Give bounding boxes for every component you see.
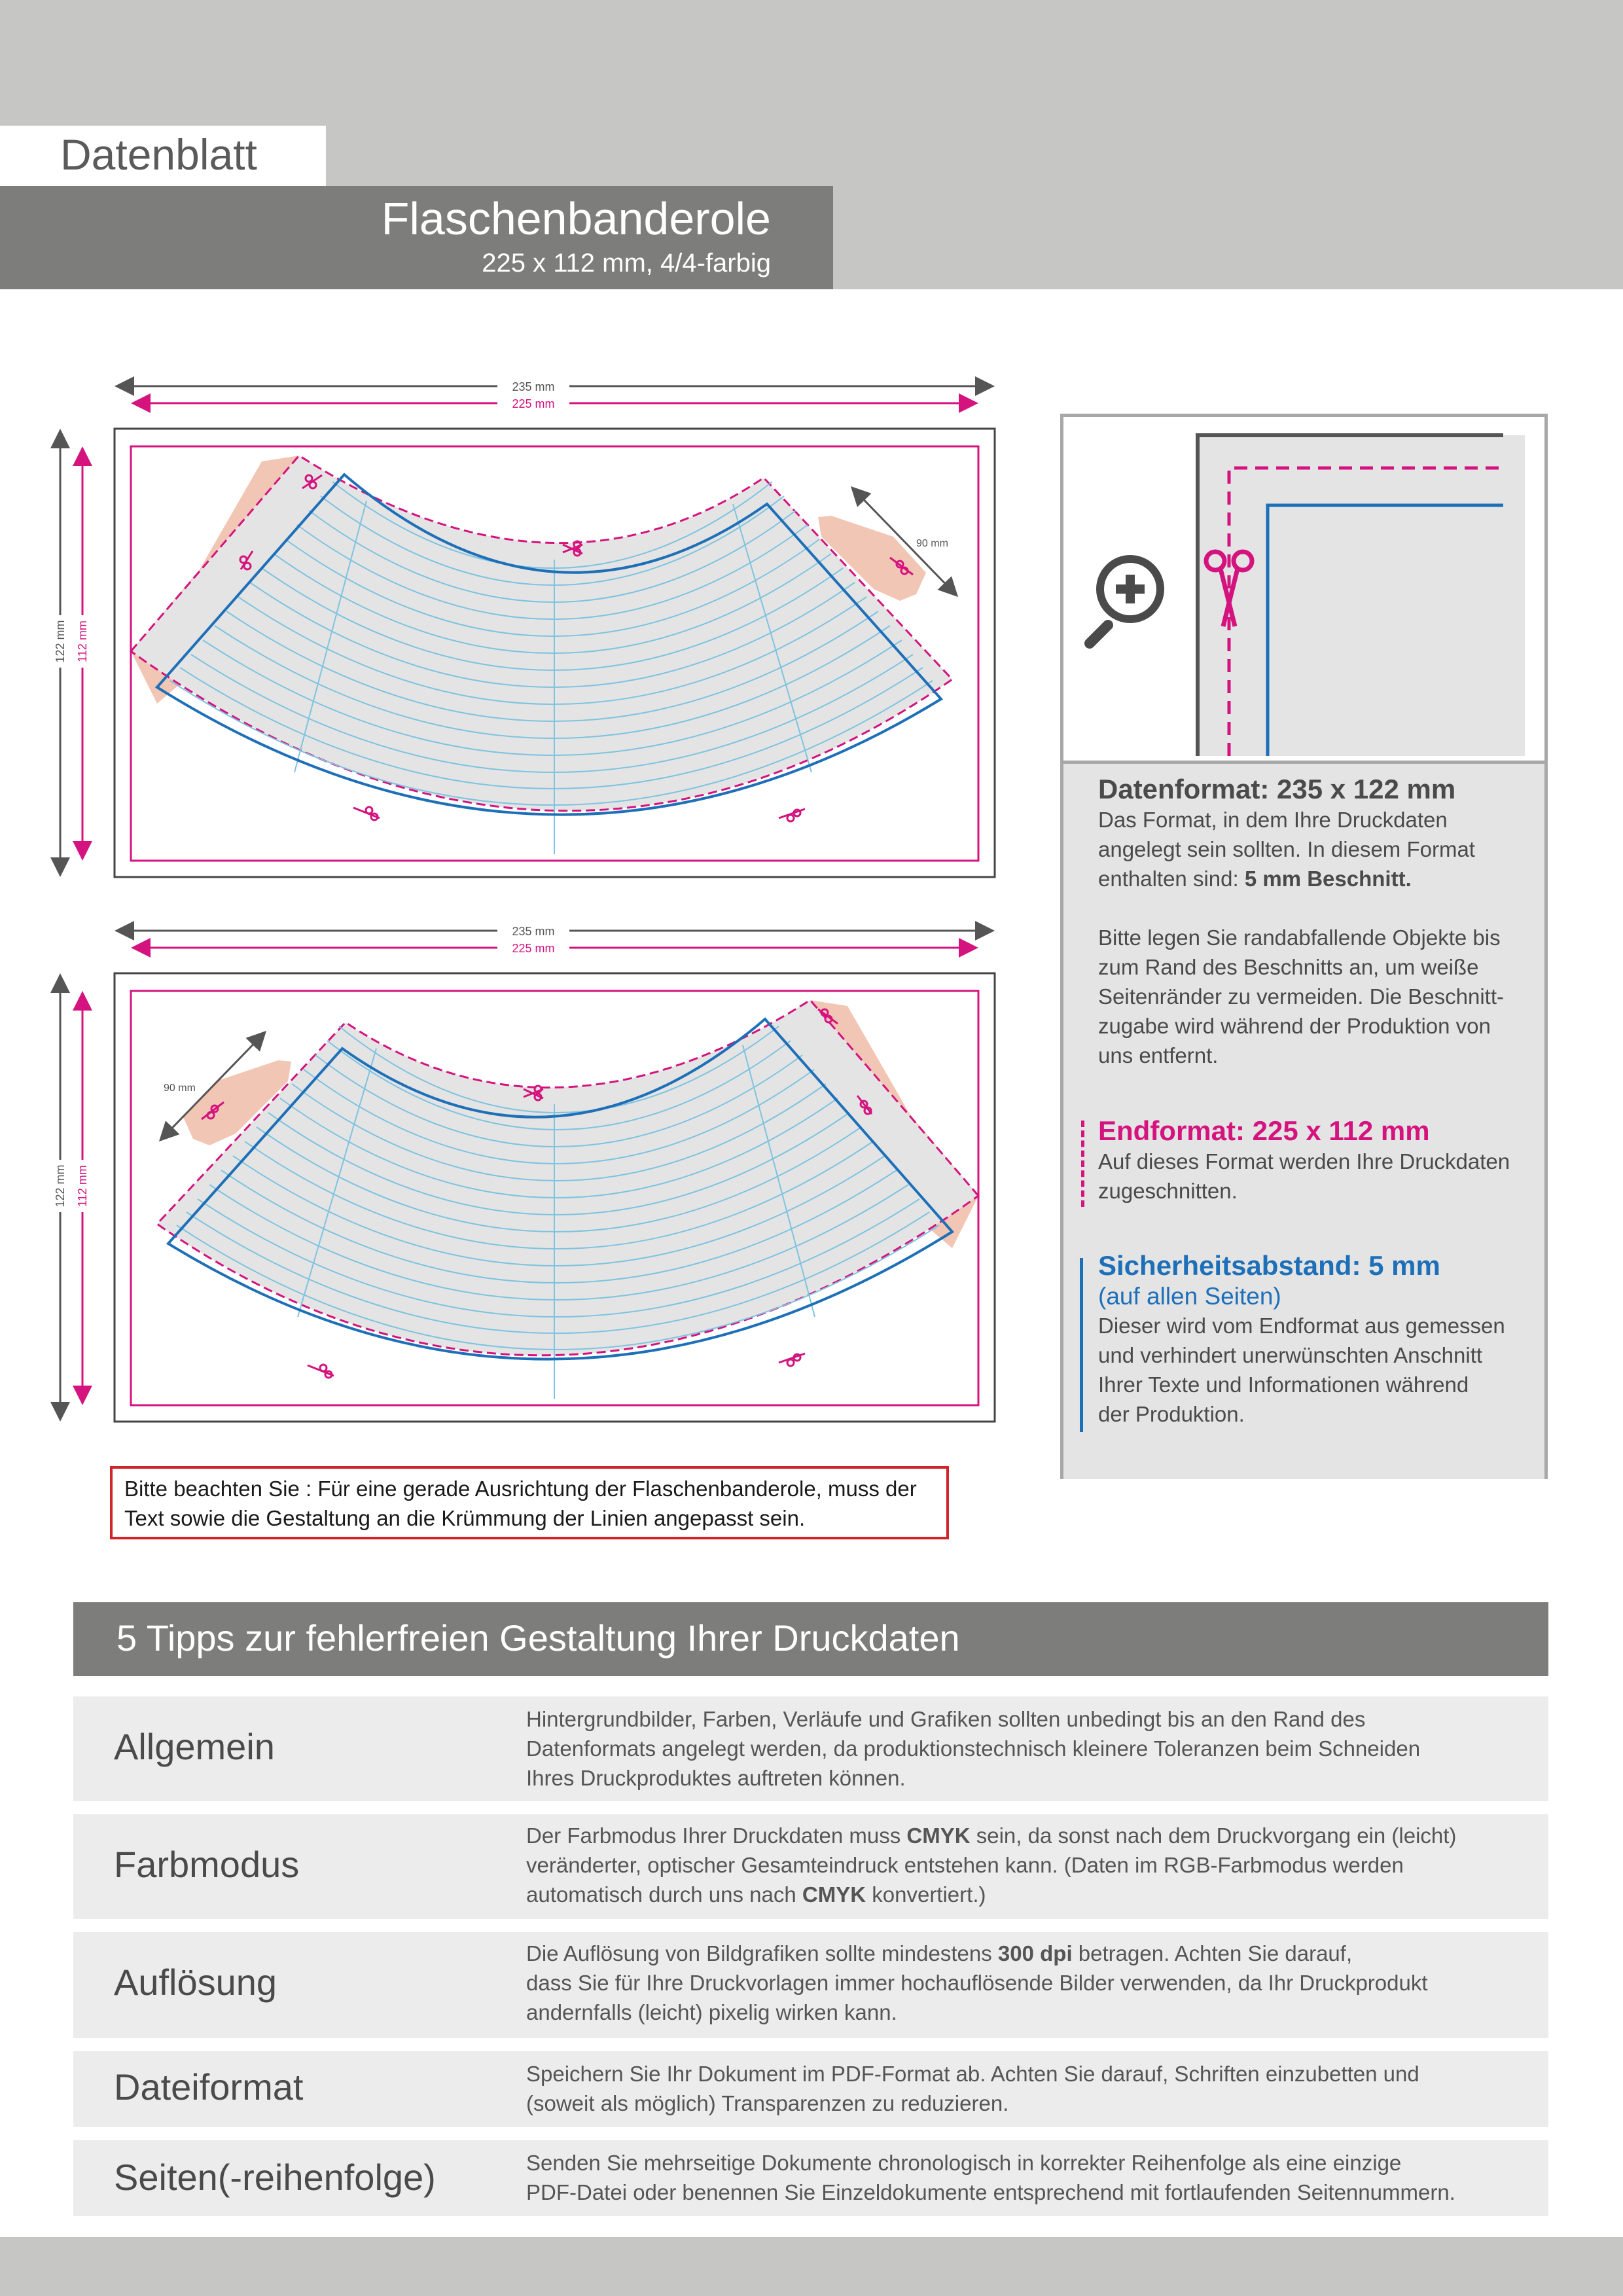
title-bar bbox=[0, 186, 833, 289]
tip-text-run: Die Auflösung von Bildgrafiken sollte mindestens bbox=[526, 1941, 998, 1965]
safety-section bbox=[1098, 1250, 1530, 1429]
safety-line-text: und verhindert unerwünschten Anschnitt bbox=[1098, 1343, 1483, 1367]
bleed-line: zum Rand des Beschnitts an, um weiße bbox=[1098, 955, 1479, 979]
tip-line: Datenformats angelegt werden, da produktionstechnisch kleinere Toleranzen beim Schneiden bbox=[526, 1736, 1421, 1761]
tip-label: Auflösung bbox=[114, 1962, 277, 2003]
end-height-label: 112 mm bbox=[76, 1165, 89, 1207]
tip-line: Hintergrundbilder, Farben, Verläufe und Grafiken sollten unbedingt bis an den Rand des bbox=[526, 1707, 1366, 1731]
data-width-label: 235 mm bbox=[512, 380, 555, 393]
safety-marker bbox=[1080, 1258, 1083, 1432]
end-height-label: 112 mm bbox=[76, 620, 89, 662]
tip-emphasis: CMYK bbox=[906, 1823, 971, 1848]
tip-line: andernfalls (leicht) pixelig wirken kann. bbox=[526, 2000, 897, 2024]
bleed-line: zugabe wird während der Produktion von bbox=[1098, 1014, 1491, 1038]
tip-label: Seiten(-reihenfolge) bbox=[114, 2157, 436, 2198]
label-diagram-2 bbox=[46, 918, 1014, 1441]
tip-farbmodus bbox=[73, 1814, 1548, 1919]
tip-line: Ihres Druckproduktes auftreten können. bbox=[526, 1766, 906, 1790]
tip-seiten bbox=[73, 2140, 1548, 2216]
tip-text bbox=[526, 1821, 1535, 1909]
safety-title: Sicherheitsabstand: 5 mm bbox=[1098, 1250, 1440, 1281]
tip-allgemein bbox=[73, 1696, 1548, 1801]
datenformat-line: Das Format, in dem Ihre Druckdaten bbox=[1098, 808, 1448, 832]
safety-line-text: Ihrer Texte und Informationen während bbox=[1098, 1372, 1469, 1397]
tip-emphasis: CMYK bbox=[802, 1882, 866, 1907]
tip-line: dass Sie für Ihre Druckvorlagen immer hochauflösende Bilder verwenden, da Ihr Druckprodukt bbox=[526, 1971, 1428, 1995]
zoom-detail bbox=[1063, 417, 1544, 761]
tip-line bbox=[526, 1939, 1535, 1968]
safety-line-text: der Produktion. bbox=[1098, 1402, 1245, 1426]
tip-text-run: sein, da sonst nach dem Druckvorgang ein (leicht) bbox=[970, 1823, 1457, 1848]
datenformat-line bbox=[1098, 864, 1530, 893]
tip-emphasis: 300 dpi bbox=[997, 1941, 1073, 1965]
tip-line bbox=[526, 1821, 1535, 1850]
endformat-title: Endformat: 225 x 112 mm bbox=[1098, 1115, 1430, 1146]
datenformat-title: Datenformat: 235 x 122 mm bbox=[1098, 774, 1456, 804]
notice-line: Bitte beachten Sie : Für eine gerade Ausrichtung der Flaschenbanderole, muss der bbox=[124, 1477, 917, 1501]
endformat-line: zugeschnitten. bbox=[1098, 1179, 1238, 1203]
tip-text-run: betragen. Achten Sie darauf, bbox=[1072, 1941, 1353, 1965]
datenformat-line: angelegt sein sollten. In diesem Format bbox=[1098, 837, 1475, 861]
notice-box bbox=[110, 1466, 949, 1539]
page-title: Flaschenbanderole bbox=[381, 193, 771, 244]
glue-dimension-label: 90 mm bbox=[916, 538, 948, 549]
data-width-label: 235 mm bbox=[512, 925, 555, 938]
endformat-marker bbox=[1081, 1121, 1084, 1207]
tip-label: Allgemein bbox=[114, 1726, 275, 1767]
tip-line bbox=[526, 1880, 1535, 1909]
end-width-label: 225 mm bbox=[512, 397, 555, 410]
datasheet-tag-label: Datenblatt bbox=[60, 130, 257, 179]
tip-text bbox=[526, 2148, 1535, 2207]
tip-line: PDF-Datei oder benennen Sie Einzeldokumente entsprechend mit fortlaufenden Seitennummern. bbox=[526, 2180, 1455, 2204]
glue-dimension-label: 90 mm bbox=[164, 1083, 196, 1094]
datasheet-tag bbox=[0, 126, 326, 186]
bleed-line: Bitte legen Sie randabfallende Objekte bis bbox=[1098, 925, 1501, 950]
endformat-line: Auf dieses Format werden Ihre Druckdaten bbox=[1098, 1149, 1510, 1174]
tip-line: (soweit als möglich) Transparenzen zu reduzieren. bbox=[526, 2091, 1009, 2115]
tip-text-run: konvertiert.) bbox=[866, 1882, 986, 1907]
tip-line: Speichern Sie Ihr Dokument im PDF-Format ab. Achten Sie darauf, Schriften einzubetten und bbox=[526, 2062, 1419, 2086]
tips-header bbox=[73, 1602, 1548, 1676]
tip-dateiformat bbox=[73, 2051, 1548, 2127]
tip-aufloesung bbox=[73, 1932, 1548, 2038]
safety-subtitle: (auf allen Seiten) bbox=[1098, 1283, 1281, 1310]
page-subtitle: 225 x 112 mm, 4/4-farbig bbox=[482, 249, 771, 278]
bleed-line: Seitenränder zu vermeiden. Die Beschnitt- bbox=[1098, 984, 1504, 1009]
tip-text bbox=[526, 1939, 1535, 2027]
datenformat-section bbox=[1098, 774, 1530, 1070]
label-diagram-1 bbox=[46, 373, 1014, 897]
tip-line: veränderter, optischer Gesamteindruck entstehen kann. (Daten im RGB-Farbmodus werden bbox=[526, 1853, 1404, 1877]
endformat-section bbox=[1098, 1115, 1530, 1206]
tip-text-run: automatisch durch uns nach bbox=[526, 1882, 802, 1907]
tip-line: Senden Sie mehrseitige Dokumente chronologisch in korrekter Reihenfolge als eine einzige bbox=[526, 2151, 1402, 2175]
safety-line-text: Dieser wird vom Endformat aus gemessen bbox=[1098, 1314, 1505, 1338]
datenformat-text: enthalten sind: bbox=[1098, 867, 1245, 891]
zoom-icon bbox=[1090, 559, 1160, 643]
tip-label: Dateiformat bbox=[114, 2066, 304, 2108]
tips-heading: 5 Tipps zur fehlerfreien Gestaltung Ihrer Druckdaten bbox=[116, 1617, 960, 1659]
tip-text-run: Der Farbmodus Ihrer Druckdaten muss bbox=[526, 1823, 907, 1848]
notice-line: Text sowie die Gestaltung an die Krümmung der Linien angepasst sein. bbox=[124, 1506, 806, 1530]
data-height-label: 122 mm bbox=[54, 1164, 67, 1208]
footer-band bbox=[0, 2237, 1623, 2296]
bleed-line: uns entfernt. bbox=[1098, 1043, 1219, 1067]
bleed-highlight: 5 mm Beschnitt. bbox=[1244, 867, 1412, 891]
tip-text bbox=[526, 1704, 1535, 1793]
data-height-label: 122 mm bbox=[54, 620, 67, 663]
tip-label: Farbmodus bbox=[114, 1844, 300, 1885]
tip-text bbox=[526, 2059, 1535, 2118]
end-width-label: 225 mm bbox=[512, 942, 555, 955]
